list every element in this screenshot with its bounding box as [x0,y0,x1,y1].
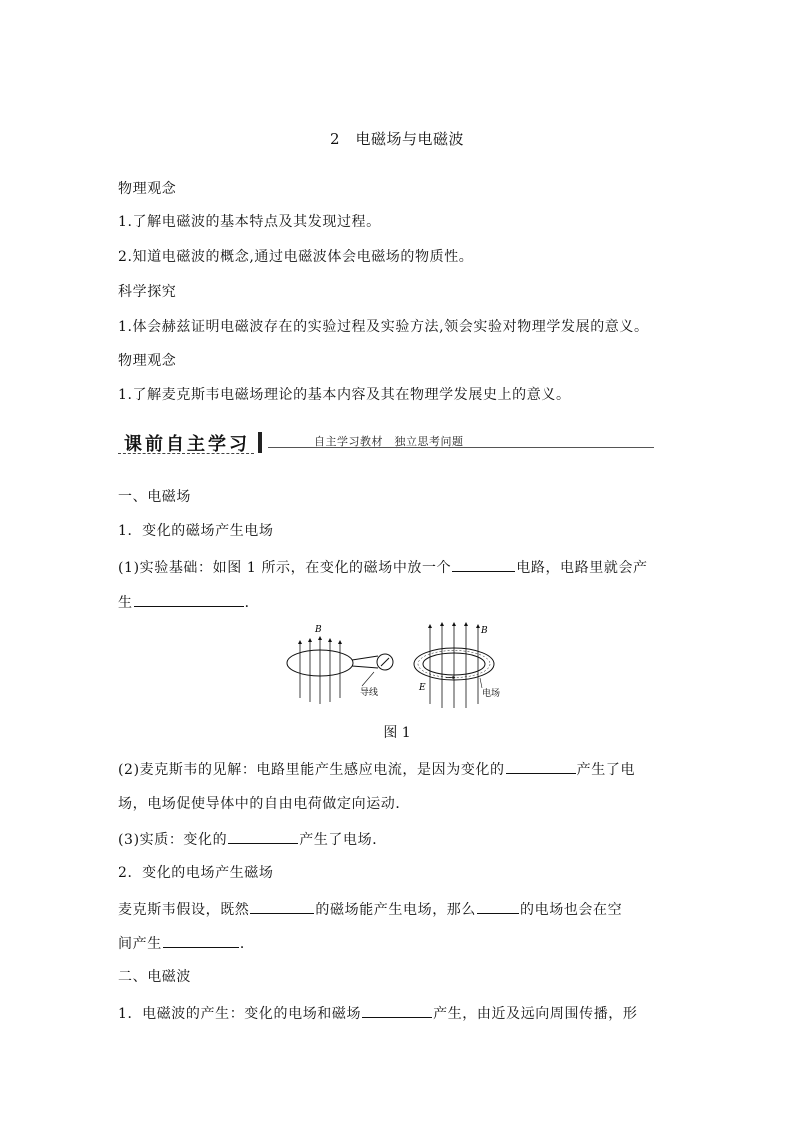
fill-blank [452,557,515,572]
figure-caption: 图 1 [383,725,411,741]
banner-title: 课前自主学习 [124,434,250,455]
label-b-left: B [315,625,322,635]
text: 产生，由近及远向周围传播，形 [433,1006,638,1022]
fill-blank [477,899,519,914]
label-b-right: B [481,626,488,636]
goal-heading: 物理观念 [118,353,177,369]
fill-blank [134,592,244,607]
banner-dashed-underline [118,453,254,454]
text: 1．电磁波的产生：变化的电场和磁场 [118,1006,362,1022]
figure-1 [282,620,514,710]
subheading: 1．变化的磁场产生电场 [118,523,274,539]
goal-item: 1.体会赫兹证明电磁波存在的实验过程及实验方法,领会实验对物理学发展的意义。 [118,319,649,335]
section-heading: 二、电磁波 [118,969,191,985]
text: 产生了电场． [299,832,387,848]
text: 电路，电路里就会产 [516,560,648,576]
banner-divider-bar [258,432,262,453]
paragraph [118,829,387,849]
text: 产生了电 [576,762,636,778]
paragraph [118,592,259,612]
subheading: 2．变化的电场产生磁场 [118,865,274,881]
paragraph [118,899,622,919]
goal-item: 1.了解麦克斯韦电磁场理论的基本内容及其在物理学发展史上的意义。 [118,387,571,403]
text: 麦克斯韦假设，既然 [118,902,250,918]
text: 的磁场能产生电场，那么 [315,902,477,918]
text: 生 [118,595,133,611]
label-wire: 导线 [360,688,379,698]
left-loop-diagram [287,625,393,704]
banner-subtitle: 自主学习教材 独立思考问题 [314,435,464,448]
paragraph: 场，电场促使导体中的自由电荷做定向运动． [118,796,410,812]
right-ring-diagram [414,624,500,708]
label-field: 电场 [482,689,501,699]
text: (1)实验基础：如图 1 所示，在变化的磁场中放一个 [118,560,452,576]
fill-blank [228,829,298,844]
text: 间产生 [118,936,162,952]
page-title: 2 电磁场与电磁波 [329,130,465,148]
figure-diagram [282,620,514,710]
goal-heading: 物理观念 [118,181,177,197]
label-e: E [419,683,426,693]
text: 的电场也会在空 [520,902,623,918]
paragraph [118,1003,638,1023]
section-heading: 一、电磁场 [118,489,191,505]
fill-blank [506,759,576,774]
paragraph [118,933,254,953]
fill-blank [362,1003,432,1018]
goal-heading: 科学探究 [118,284,177,300]
fill-blank [163,933,239,948]
text: ． [244,595,260,611]
goal-item: 1.了解电磁波的基本特点及其发现过程。 [118,214,381,230]
text: ． [239,936,255,952]
text: (3)实质：变化的 [118,832,228,848]
paragraph [118,759,635,779]
section-banner [118,430,654,456]
paragraph [118,557,648,577]
text: (2)麦克斯韦的见解：电路里能产生感应电流，是因为变化的 [118,762,505,778]
fill-blank [250,899,314,914]
goal-item: 2.知道电磁波的概念,通过电磁波体会电磁场的物质性。 [118,249,474,265]
